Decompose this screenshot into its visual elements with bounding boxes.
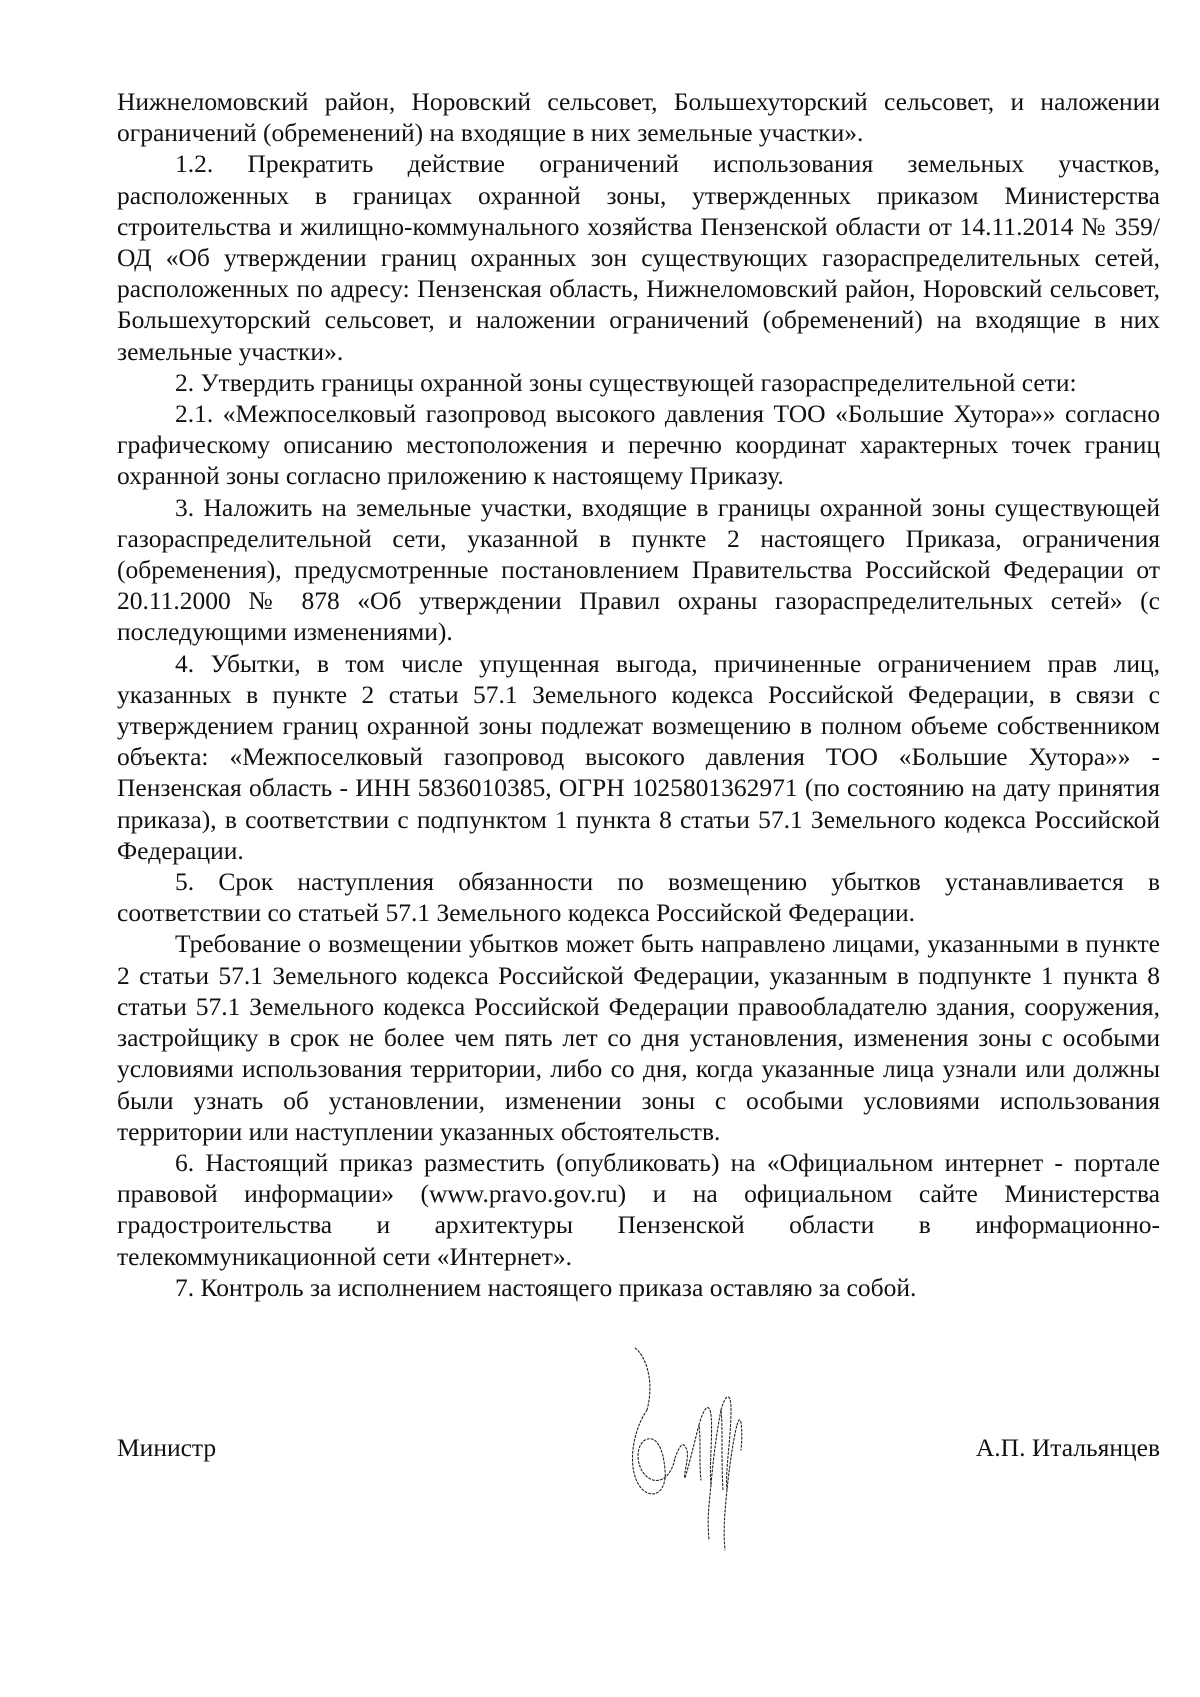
signatory-title: Министр <box>117 1433 217 1462</box>
paragraph-6: 6. Настоящий приказ разместить (опубликовать) на «Официальном интернет - портале правовой информации» (www.pravo.gov.ru) и на официальном сайте Министерства градостроительства и архитектуры Пензенской области в информационно-телекоммуникационной сети «Интернет». <box>117 1147 1160 1271</box>
signatory-name: А.П. Итальянцев <box>975 1433 1160 1462</box>
paragraph-2: 2. Утвердить границы охранной зоны существующей газораспределительной сети: <box>175 367 1077 397</box>
handwritten-signature <box>625 1340 775 1555</box>
paragraph-5: 5. Срок наступления обязанности по возмещению убытков устанавливается в соответствии со статьей 57.1 Земельного кодекса Российской Федерации. <box>117 867 1160 928</box>
paragraph-continuation: Нижнеломовский район, Норовский сельсовет, Большехуторский сельсовет, и наложении ограничений (обременений) на входящие в них земельные участки». <box>117 87 1160 148</box>
paragraph-3: 3. Наложить на земельные участки, входящие в границы охранной зоны существующей газораспределительной сети, указанной в пункте 2 настоящего Приказа, ограничения (обременения), предусмотренные постановлением Правительства Российской Федерации от 20.11.2000 № 878 «Об утверждении Правил охраны газораспределительных сетей» (с последующими изменениями). <box>117 492 1160 647</box>
document-body <box>117 86 1160 1303</box>
paragraph-5-requirement: Требование о возмещении убытков может быть направлено лицами, указанными в пункте 2 статьи 57.1 Земельного кодекса Российской Федерации, указанным в подпункте 1 пункта 8 статьи 57.1 Земельного кодекса Российской Федерации правообладателю здания, сооружения, застройщику в срок не более чем пять лет со дня установления, изменения зоны с особыми условиями использования территории, либо со дня, когда указанные лица узнали или должны были узнать об установлении, изменении зоны с особыми условиями использования территории или наступлении указанных обстоятельств. <box>117 929 1160 1146</box>
paragraph-1-2: 1.2. Прекратить действие ограничений использования земельных участков, расположенных в границах охранной зоны, утвержденных приказом Министерства строительства и жилищно-коммунального хозяйства Пензенской области от 14.11.2014 № 359/ОД «Об утверждении границ охранных зон существующих газораспределительных сетей, расположенных по адресу: Пензенская область, Нижнеломовский район, Норовский сельсовет, Большехуторский сельсовет, и наложении ограничений (обременений) на входящие в них земельные участки». <box>117 149 1160 366</box>
paragraph-4: 4. Убытки, в том числе упущенная выгода, причиненные ограничением прав лиц, указанных в пункте 2 статьи 57.1 Земельного кодекса Российской Федерации, в связи с утверждением границ охранной зоны подлежат возмещению в полном объеме собственником объекта: «Межпоселковый газопровод высокого давления ТОО «Большие Хутора»» - Пензенская область - ИНН 5836010385, ОГРН 1025801362971 (по состоянию на дату принятия приказа), в соответствии с подпунктом 1 пункта 8 статьи 57.1 Земельного кодекса Российской Федерации. <box>117 648 1160 865</box>
paragraph-2-1: 2.1. «Межпоселковый газопровод высокого давления ТОО «Большие Хутора»» согласно графическому описанию местоположения и перечню координат характерных точек границ охранной зоны согласно приложению к настоящему Приказу. <box>117 399 1160 491</box>
paragraph-7: 7. Контроль за исполнением настоящего приказа оставляю за собой. <box>175 1272 917 1302</box>
